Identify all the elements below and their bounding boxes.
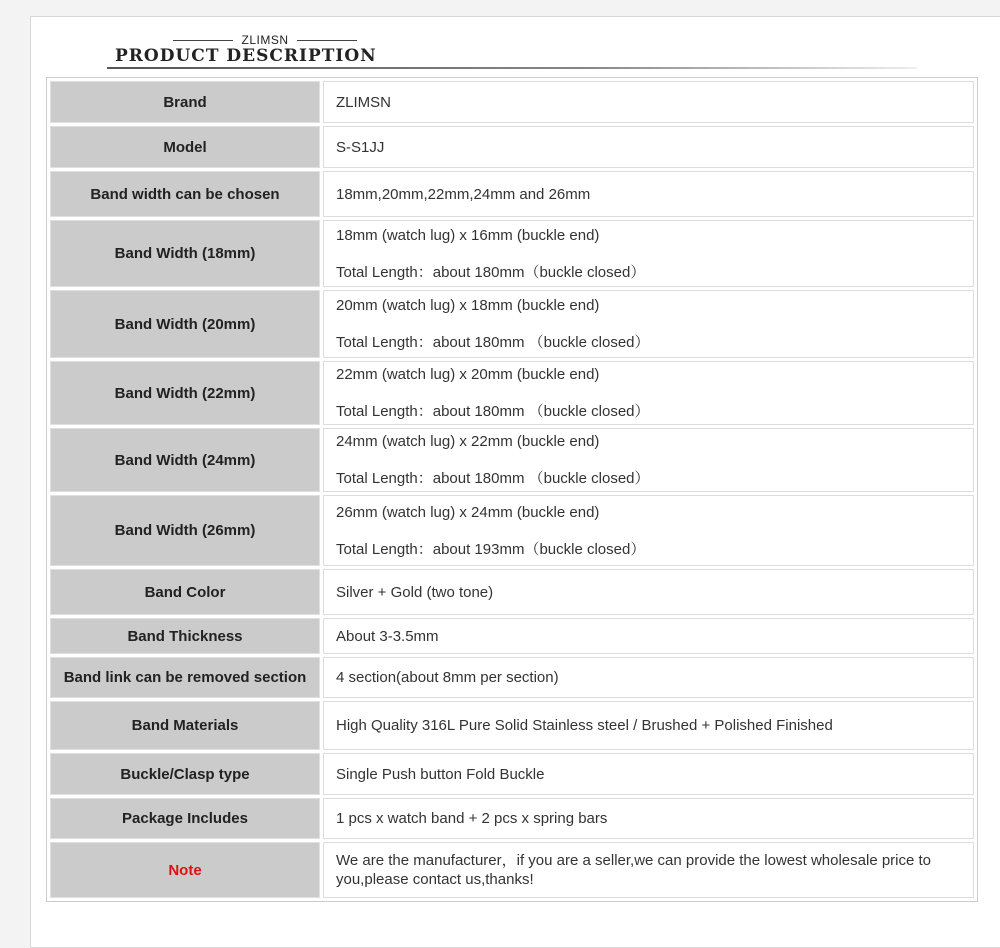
spec-value-line: ZLIMSN [336,93,392,111]
spec-value-line: 4 section(about 8mm per section) [336,669,559,686]
spec-value-line: Single Push button Fold Buckle [336,765,545,783]
spec-label: Buckle/Clasp type [50,753,320,795]
header-title: PRODUCT DESCRIPTION [115,46,377,66]
spec-value-line: Total Length：about 180mm （buckle closed） [336,403,650,420]
spec-value [323,842,974,898]
spec-label: Band Materials [50,701,320,750]
spec-value-line: 24mm (watch lug) x 22mm (buckle end) [336,433,600,450]
table-row [50,753,974,795]
spec-label: Band Width (18mm) [50,220,320,287]
header-brand: ZLIMSN [105,33,425,47]
table-row [50,657,974,698]
section-header [105,30,425,70]
spec-label: Band Width (20mm) [50,290,320,358]
spec-value [323,569,974,615]
spec-label: Model [50,126,320,168]
spec-value-line: Silver + Gold (two tone) [336,583,494,601]
spec-value-line: Total Length：about 180mm （buckle closed） [336,334,650,351]
spec-value [323,126,974,168]
table-row [50,842,974,898]
table-row [50,220,974,287]
spec-value [323,428,974,492]
table-row [50,798,974,839]
table-row [50,495,974,566]
spec-value [323,618,974,654]
spec-value-line: 18mm,20mm,22mm,24mm and 26mm [336,185,591,203]
header-divider [107,67,917,69]
spec-value-line: About 3-3.5mm [336,627,439,645]
spec-value [323,81,974,123]
spec-value-line: 26mm (watch lug) x 24mm (buckle end) [336,503,600,521]
spec-value [323,290,974,358]
spec-value-line: 22mm (watch lug) x 20mm (buckle end) [336,366,600,383]
spec-value [323,495,974,566]
spec-value-line: 20mm (watch lug) x 18mm (buckle end) [336,297,600,314]
table-row [50,701,974,750]
spec-value-line: 1 pcs x watch band + 2 pcs x spring bars [336,810,608,827]
spec-label: Brand [50,81,320,123]
spec-label: Band Width (24mm) [50,428,320,492]
spec-label: Band Color [50,569,320,615]
spec-value [323,657,974,698]
spec-value-line: Total Length：about 180mm（buckle closed） [336,263,646,281]
table-row [50,618,974,654]
spec-value-line: 18mm (watch lug) x 16mm (buckle end) [336,226,600,244]
spec-label: Note [50,842,320,898]
spec-label: Band Width (22mm) [50,361,320,425]
spec-label: Band width can be chosen [50,171,320,217]
spec-label: Band link can be removed section [50,657,320,698]
spec-value-line: We are the manufacturer，if you are a seller,we can provide the lowest wholesale price to you,please contact us,thanks! [336,852,932,888]
table-row [50,81,974,123]
spec-value [323,361,974,425]
table-row [50,126,974,168]
table-row [50,361,974,425]
spec-value [323,798,974,839]
table-row [50,290,974,358]
table-row [50,171,974,217]
spec-value [323,753,974,795]
spec-label: Package Includes [50,798,320,839]
spec-value-line: S-S1JJ [336,138,385,156]
spec-value-line: Total Length：about 180mm （buckle closed） [336,470,650,487]
spec-value [323,171,974,217]
spec-value-line: High Quality 316L Pure Solid Stainless steel / Brushed + Polished Finished [336,717,833,734]
product-spec-table [46,77,978,902]
table-row [50,569,974,615]
spec-value [323,701,974,750]
spec-value-line: Total Length：about 193mm（buckle closed） [336,540,646,558]
spec-value [323,220,974,287]
spec-label: Band Width (26mm) [50,495,320,566]
spec-label: Band Thickness [50,618,320,654]
table-row [50,428,974,492]
